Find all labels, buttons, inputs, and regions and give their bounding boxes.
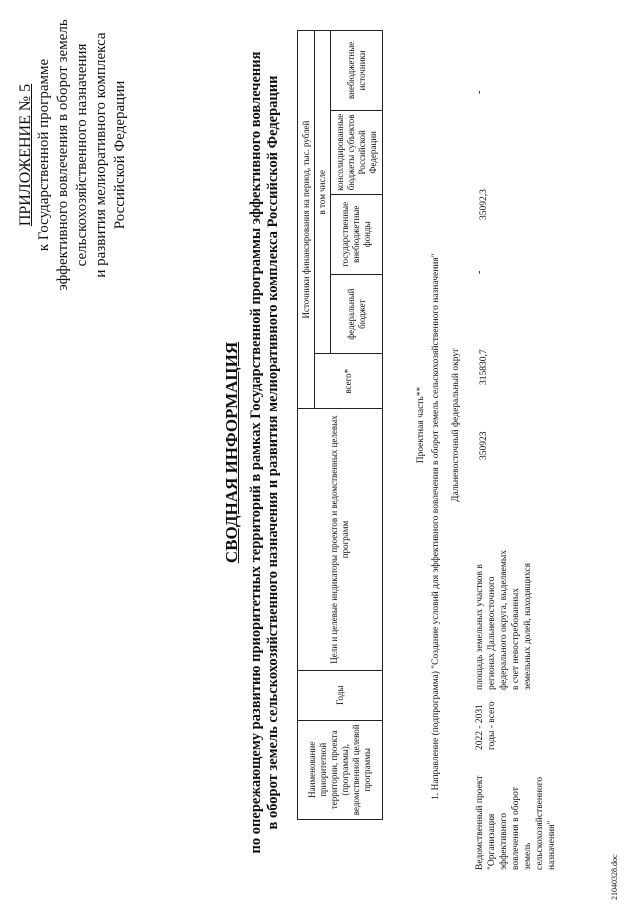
direction-heading: 1. Направление (подпрограмма) "Создание условий для эффективного вовлечения в оборот земель сельскохозяйственного назначения"	[431, 253, 441, 800]
project-part-heading: Проектная часть**	[416, 386, 426, 464]
row-total: 350923	[479, 431, 489, 460]
subtitle-line: в оборот земель сельскохозяйственного назначения и развития мелиоративного комплекса Российской Федерации	[265, 75, 281, 830]
header-regional: консолидированные бюджеты субъектов Российской Федерации	[331, 110, 383, 194]
file-name: 21040328.doc	[610, 854, 619, 900]
header-federal: федеральный бюджет	[331, 274, 383, 354]
appendix-line: сельскохозяйственного назначения	[74, 43, 90, 267]
appendix-title: ПРИЛОЖЕНИЕ № 5	[17, 83, 34, 227]
appendix-line: Российской Федерации	[112, 80, 128, 230]
row-regional: 35092,3	[479, 189, 489, 220]
document-title: СВОДНАЯ ИНФОРМАЦИЯ	[222, 341, 241, 564]
header-total: всего*	[315, 354, 383, 409]
appendix-line: к Государственной программе	[36, 58, 52, 252]
row-extra: -	[474, 90, 485, 94]
document-subtitle	[248, 20, 282, 885]
row-name: Ведомственный проект "Организация эффективного вовлечения в оборот земель сельскохозяйственного назначения"	[475, 775, 557, 870]
appendix-line: эффективного вовлечения в оборот земель	[55, 19, 71, 291]
header-extra: внебюджетные источники	[331, 31, 383, 111]
appendix-block	[16, 5, 130, 305]
header-years: Годы	[298, 670, 383, 720]
district-heading: Дальневосточный федеральный округ	[451, 348, 461, 502]
header-name: Наименование приоритетной территории, проекта (программы), ведомственной целевой программы	[298, 720, 383, 819]
row-goal: площадь земельных участков в регионах Дальневосточного федерального округа, выделяемых в счет невостребованных земельных долей, находящихся	[475, 549, 533, 690]
row-federal: 315830,7	[479, 349, 489, 385]
row-years: 2022 - 2031 годы - всего	[475, 701, 497, 750]
financing-table	[297, 30, 383, 820]
header-goals: Цели и целевые индикаторы проектов и ведомственных целевых программ	[298, 409, 383, 671]
row-state-funds: -	[474, 270, 485, 274]
header-including: в том числе	[315, 31, 331, 354]
header-state-funds: государственные внебюджетные фонды	[331, 194, 383, 274]
header-sources: Источники финансирования на период, тыс. рублей	[298, 31, 315, 409]
appendix-line: и развития мелиоративного комплекса	[93, 32, 109, 278]
subtitle-line: по опережающему развитию приоритетных территорий в рамках Государственной программы эффективного вовлечения	[248, 51, 264, 854]
